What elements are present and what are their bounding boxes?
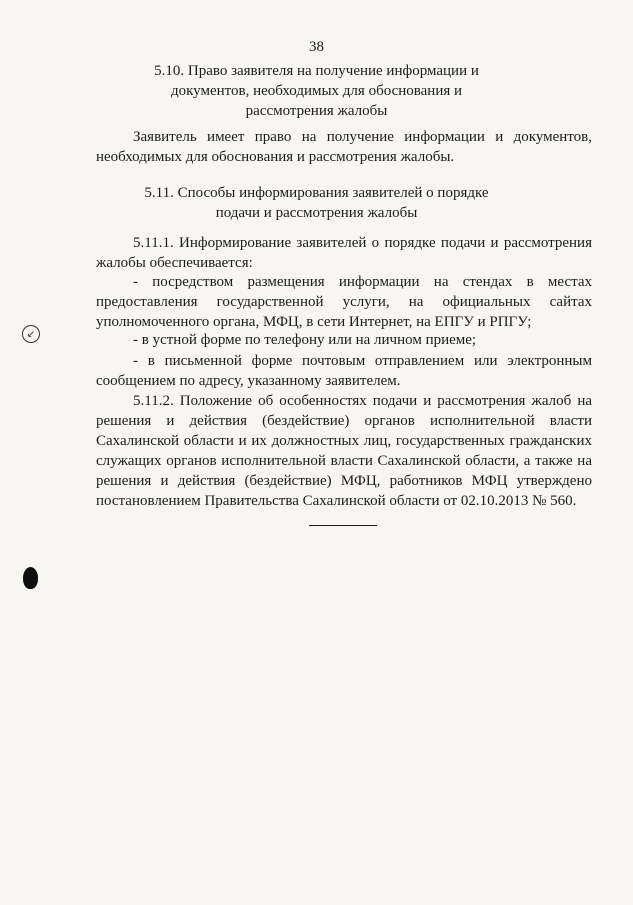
punch-hole-icon <box>23 567 38 589</box>
heading-line: 5.11. Способы информирования заявителей о порядке <box>144 185 489 201</box>
list-item-oral: - в устной форме по телефону или на личном приеме; <box>133 332 477 348</box>
punch-hole-ring-icon: ↙ <box>22 325 40 343</box>
heading-line: 5.10. Право заявителя на получение информации и <box>154 63 479 79</box>
paragraph-5-11-2: 5.11.2. Положение об особенностях подачи и рассмотрения жалоб на решения и действия (бездействие) органов исполнительной власти Сахалинской области и их должностных лиц, государственных гражданских служащих органов исполнительной власти Сахалинской области, а также на решения и действия (бездействие) МФЦ, работников МФЦ утверждено постановлением Правительства Сахалинской области от 02.10.2013 № 560. <box>96 393 592 509</box>
section-5-11-heading <box>130 183 503 223</box>
heading-line: рассмотрения жалобы <box>245 103 388 119</box>
page-number: 38 <box>309 39 324 55</box>
heading-line: документов, необходимых для обоснования и <box>170 83 463 99</box>
section-5-10-heading <box>120 61 513 121</box>
section-5-10-body: Заявитель имеет право на получение информации и документов, необходимых для обоснования и рассмотрения жалобы. <box>96 129 592 165</box>
paragraph-5-11-1: 5.11.1. Информирование заявителей о порядке подачи и рассмотрения жалобы обеспечивается: <box>96 235 592 271</box>
list-item-stands: - посредством размещения информации на стендах в местах предоставления государственной услуги, на официальных сайтах уполномоченного органа, МФЦ, в сети Интернет, на ЕПГУ и РПГУ; <box>96 274 592 330</box>
list-item-written: - в письменной форме почтовым отправлением или электронным сообщением по адресу, указанному заявителем. <box>96 353 592 389</box>
heading-line: подачи и рассмотрения жалобы <box>215 205 418 221</box>
end-divider <box>309 525 377 526</box>
